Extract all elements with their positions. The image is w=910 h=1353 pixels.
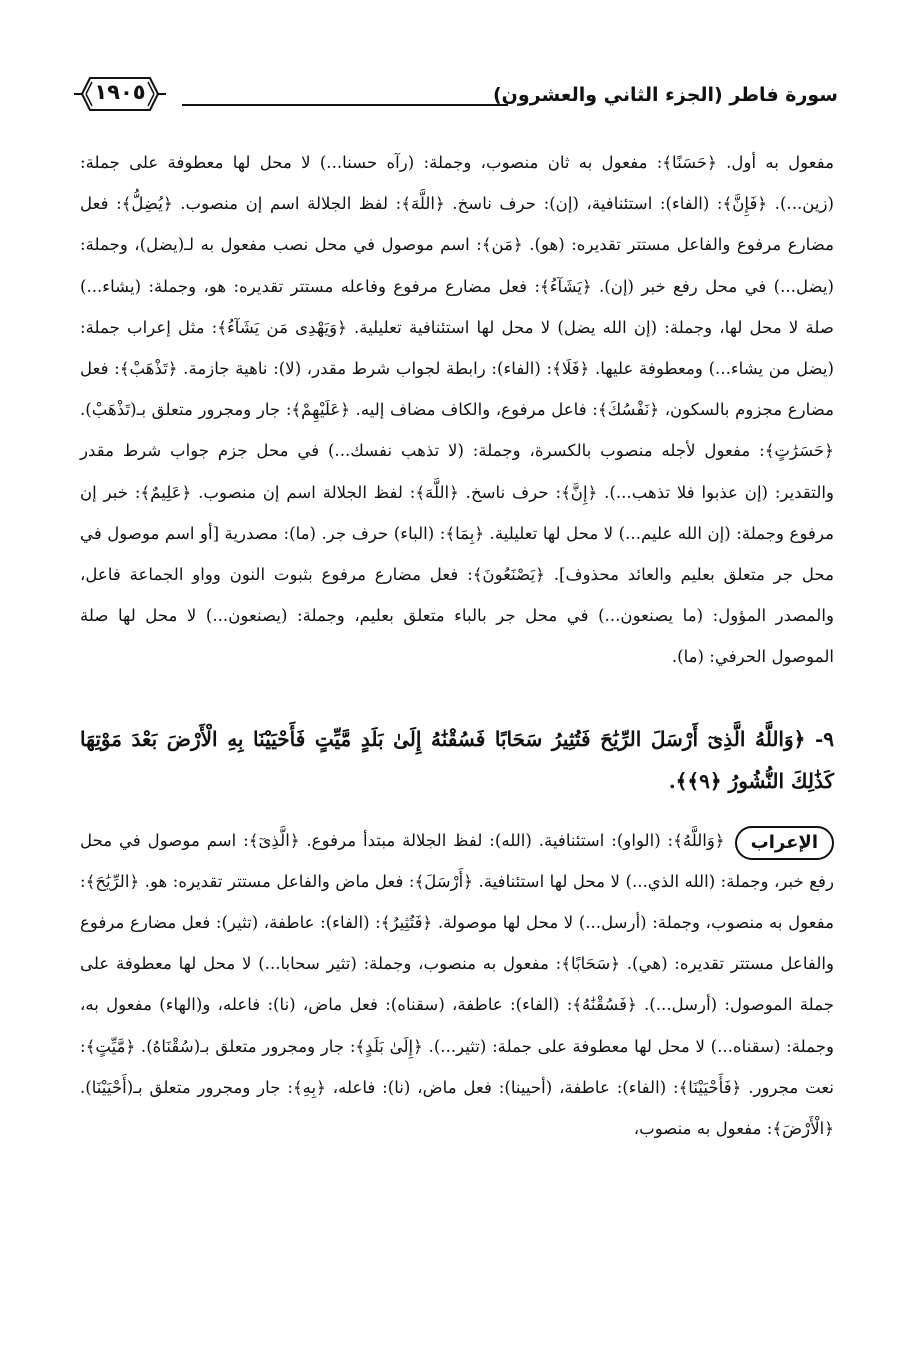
i3rab-label-badge: الإعراب <box>735 826 834 860</box>
quran-verse-9: ٩- ﴿وَاللَّهُ الَّذِىٓ أَرْسَلَ الرِّيَٰحَ فَتُثِيرُ سَحَابًا فَسُقْنَٰهُ إِلَىٰ بَلَدٍ مَّيِّتٍ فَأَحْيَيْنَا بِهِ الْأَرْضَ بَعْدَ مَوْتِهَا كَذَٰلِكَ النُّشُورُ ﴿٩﴾﴾. <box>80 726 834 793</box>
page-number: ١٩٠٥ <box>94 80 146 104</box>
page-content <box>80 142 834 1149</box>
i3rab-paragraph-continued: مفعول به أول. ﴿حَسَنًا﴾: مفعول به ثان منصوب، وجملة: (رآه حسنا...) لا محل لها معطوفة على جملة: (زين...). ﴿فَإِنَّ﴾: (الفاء): استئنافية، (إن): حرف ناسخ. ﴿اللَّهَ﴾: لفظ الجلالة اسم إن منصوب. ﴿يُضِلُّ﴾: فعل مضارع مرفوع والفاعل مستتر تقديره: (هو). ﴿مَن﴾: اسم موصول في محل نصب مفعول به لـ(يضل)، وجملة: (يضل...) في محل رفع خبر (إن). ﴿يَشَآءُ﴾: فعل مضارع مرفوع وفاعله مستتر تقديره: هو، وجملة: (يشاء...) صلة لا محل لها، وجملة: (إن الله يضل) لا محل لها استئنافية تعليلية. ﴿وَيَهْدِى مَن يَشَآءُ﴾: مثل إعراب جملة: (يضل من يشاء...) ومعطوفة عليها. ﴿فَلَا﴾: (الفاء): رابطة لجواب شرط مقدر، (لا): ناهية جازمة. ﴿تَذْهَبْ﴾: فعل مضارع مجزوم بالسكون، ﴿نَفْسُكَ﴾: فاعل مرفوع، والكاف مضاف إليه. ﴿عَلَيْهِمْ﴾: جار ومجرور متعلق بـ(تَذْهَبْ). ﴿حَسَرَٰتٍ﴾: مفعول لأجله منصوب بالكسرة، وجملة: (لا تذهب نفسك...) في محل جزم جواب شرط مقدر والتقدير: (إن عذبوا فلا تذهب...). ﴿إِنَّ﴾: حرف ناسخ. ﴿اللَّهَ﴾: لفظ الجلالة اسم إن منصوب. ﴿عَلِيمٌ﴾: خبر إن مرفوع وجملة: (إن الله عليم...) لا محل لها تعليلية. ﴿بِمَا﴾: (الباء) حرف جر. (ما): مصدرية [أو اسم موصول في محل جر متعلق بعليم والعائد محذوف]. ﴿يَصْنَعُونَ﴾: فعل مضارع مرفوع بثبوت النون وواو الجماعة فاعل، والمصدر المؤول: (ما يصنعون...) في محل جر بالباء متعلق بعليم، وجملة: (يصنعون...) لا محل لها صلة الموصول الحرفي: (ما). <box>80 153 834 667</box>
surah-title: سورة فاطر (الجزء الثاني والعشرون) <box>493 84 838 106</box>
i3rab-paragraph-verse-9: ﴿وَاللَّهُ﴾: (الواو): استئنافية. (الله): لفظ الجلالة مبتدأ مرفوع. ﴿الَّذِىٓ﴾: اسم موصول في محل رفع خبر، وجملة: (الله الذي...) لا محل لها استئنافية. ﴿أَرْسَلَ﴾: فعل ماض والفاعل مستتر تقديره: هو. ﴿الرِّيَٰحَ﴾: مفعول به منصوب، وجملة: (أرسل...) لا محل لها موصولة. ﴿فَتُثِيرُ﴾: (الفاء): عاطفة، (تثير): فعل مضارع مرفوع والفاعل مستتر تقديره: (هي). ﴿سَحَابًا﴾: مفعول به منصوب، وجملة: (تثير سحابا...) لا محل لها معطوفة على جملة الموصول: (أرسل...). ﴿فَسُقْنَٰهُ﴾: (الفاء): عاطفة، (سقناه): فعل ماض، (نا): فاعله، و(الهاء) مفعول به، وجملة: (سقناه...) لا محل لها معطوفة على جملة: (تثير...). ﴿إِلَىٰ بَلَدٍ﴾: جار ومجرور متعلق بـ(سُقْنَاهُ). ﴿مَّيِّتٍ﴾: نعت مجرور. ﴿فَأَحْيَيْنَا﴾: (الفاء): عاطفة، (أحيينا): فعل ماض، (نا): فاعله، ﴿بِهِ﴾: جار ومجرور متعلق بـ(أَحْيَيْنَا). ﴿الْأَرْضَ﴾: مفعول به منصوب، <box>80 830 834 1139</box>
i3rab-section <box>80 820 834 1150</box>
header-rule <box>182 104 508 106</box>
page-header <box>72 70 838 122</box>
page-number-frame <box>72 74 168 114</box>
